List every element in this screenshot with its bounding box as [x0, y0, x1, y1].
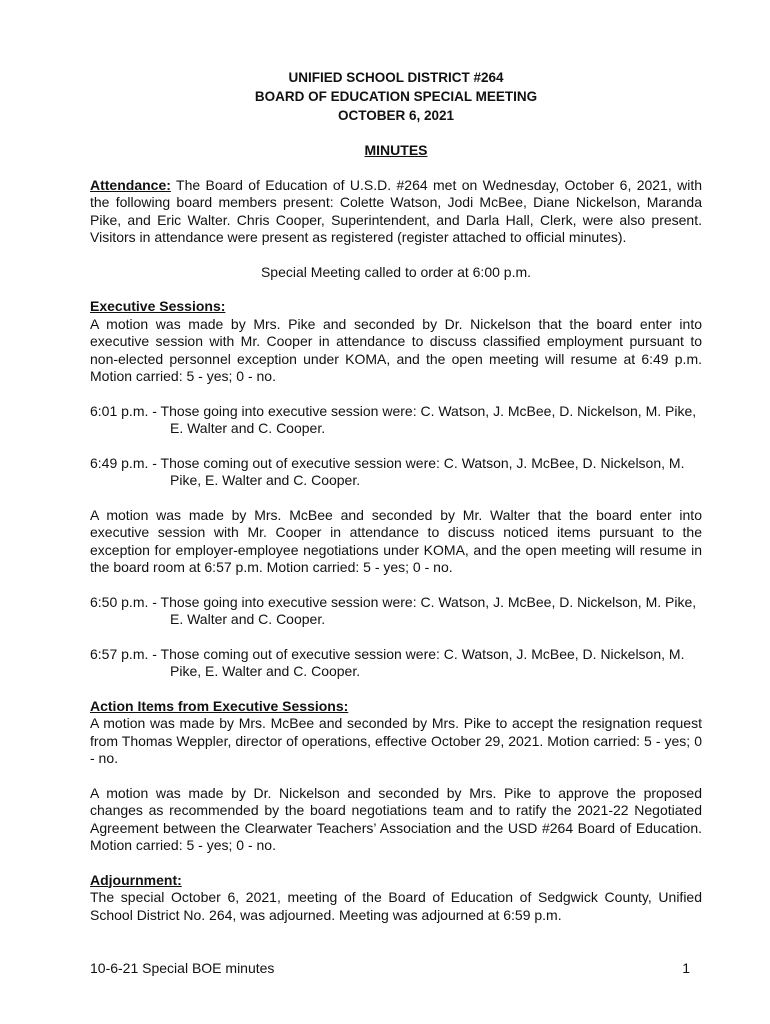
adjournment-heading: Adjournment: — [90, 871, 182, 888]
minutes-page — [90, 68, 702, 924]
exec-session-1-out: 6:49 p.m. - Those coming out of executive session were: C. Watson, J. McBee, D. Nickelson, M. Pike, E. Walter and C. Cooper. — [90, 454, 685, 488]
exec-session-2-out: 6:57 p.m. - Those coming out of executive session were: C. Watson, J. McBee, D. Nickelson, M. Pike, E. Walter and C. Cooper. — [90, 645, 685, 679]
document-header — [90, 68, 702, 160]
exec-session-2-in: 6:50 p.m. - Those going into executive session were: C. Watson, J. McBee, D. Nickelson, M. Pike, E. Walter and C. Cooper. — [90, 593, 697, 627]
attendance-text: The Board of Education of U.S.D. #264 met on Wednesday, October 6, 2021, with the following board members present: Colette Watson, Jodi McBee, Diane Nickelson, Maranda Pike, and Eric Walter. Chris Cooper, Superintendent, and Darla Hall, Clerk, were also present. Visitors in attendance were present as registered (register attached to official minutes). — [90, 176, 702, 245]
page-footer — [90, 960, 690, 976]
page-number: 1 — [682, 960, 690, 976]
adjournment-section — [90, 872, 702, 925]
exec-session-1-in: 6:01 p.m. - Those going into executive session were: C. Watson, J. McBee, D. Nickelson, M. Pike, E. Walter and C. Cooper. — [90, 402, 697, 436]
exec-motion-1: A motion was made by Mrs. Pike and seconded by Dr. Nickelson that the board enter into executive session with Mr. Cooper in attendance to discuss classified employment pursuant to non-elected personnel exception under KOMA, and the open meeting will resume at 6:49 p.m. Motion carried: 5 - yes; 0 - no. — [90, 315, 702, 384]
adjournment-text: The special October 6, 2021, meeting of the Board of Education of Sedgwick County, Unified School District No. 264, was adjourned. Meeting was adjourned at 6:59 p.m. — [90, 889, 702, 923]
footer-doc-label: 10-6-21 Special BOE minutes — [90, 960, 275, 976]
action-items-heading: Action Items from Executive Sessions: — [90, 697, 349, 714]
executive-sessions-heading: Executive Sessions: — [90, 298, 226, 314]
executive-sessions-section — [90, 298, 702, 681]
action-motion-1: A motion was made by Mrs. McBee and seconded by Mrs. Pike to accept the resignation request from Thomas Weppler, director of operations, effective October 29, 2021. Motion carried: 5 - yes; 0 - no. — [90, 715, 702, 766]
meeting-title: BOARD OF EDUCATION SPECIAL MEETING — [254, 89, 538, 104]
exec-motion-2: A motion was made by Mrs. McBee and seconded by Mr. Walter that the board enter into executive session with Mr. Cooper in attendance to discuss noticed items pursuant to the exception for employer-employee negotiations under KOMA, and the open meeting will resume in the board room at 6:57 p.m. Motion carried: 5 - yes; 0 - no. — [90, 506, 702, 575]
meeting-date: OCTOBER 6, 2021 — [337, 108, 455, 123]
action-motion-2: A motion was made by Dr. Nickelson and seconded by Mrs. Pike to approve the proposed changes as recommended by the board negotiations team and to ratify the 2021-22 Negotiated Agreement between the Clearwater Teachers’ Association and the USD #264 Board of Education. Motion carried: 5 - yes; 0 - no. — [90, 784, 702, 853]
call-to-order: Special Meeting called to order at 6:00 p.m. — [260, 263, 532, 280]
action-items-section — [90, 698, 702, 855]
minutes-title: MINUTES — [364, 142, 428, 158]
district-title: UNIFIED SCHOOL DISTRICT #264 — [288, 70, 504, 85]
attendance-paragraph — [90, 177, 702, 247]
attendance-label: Attendance: — [90, 176, 171, 193]
